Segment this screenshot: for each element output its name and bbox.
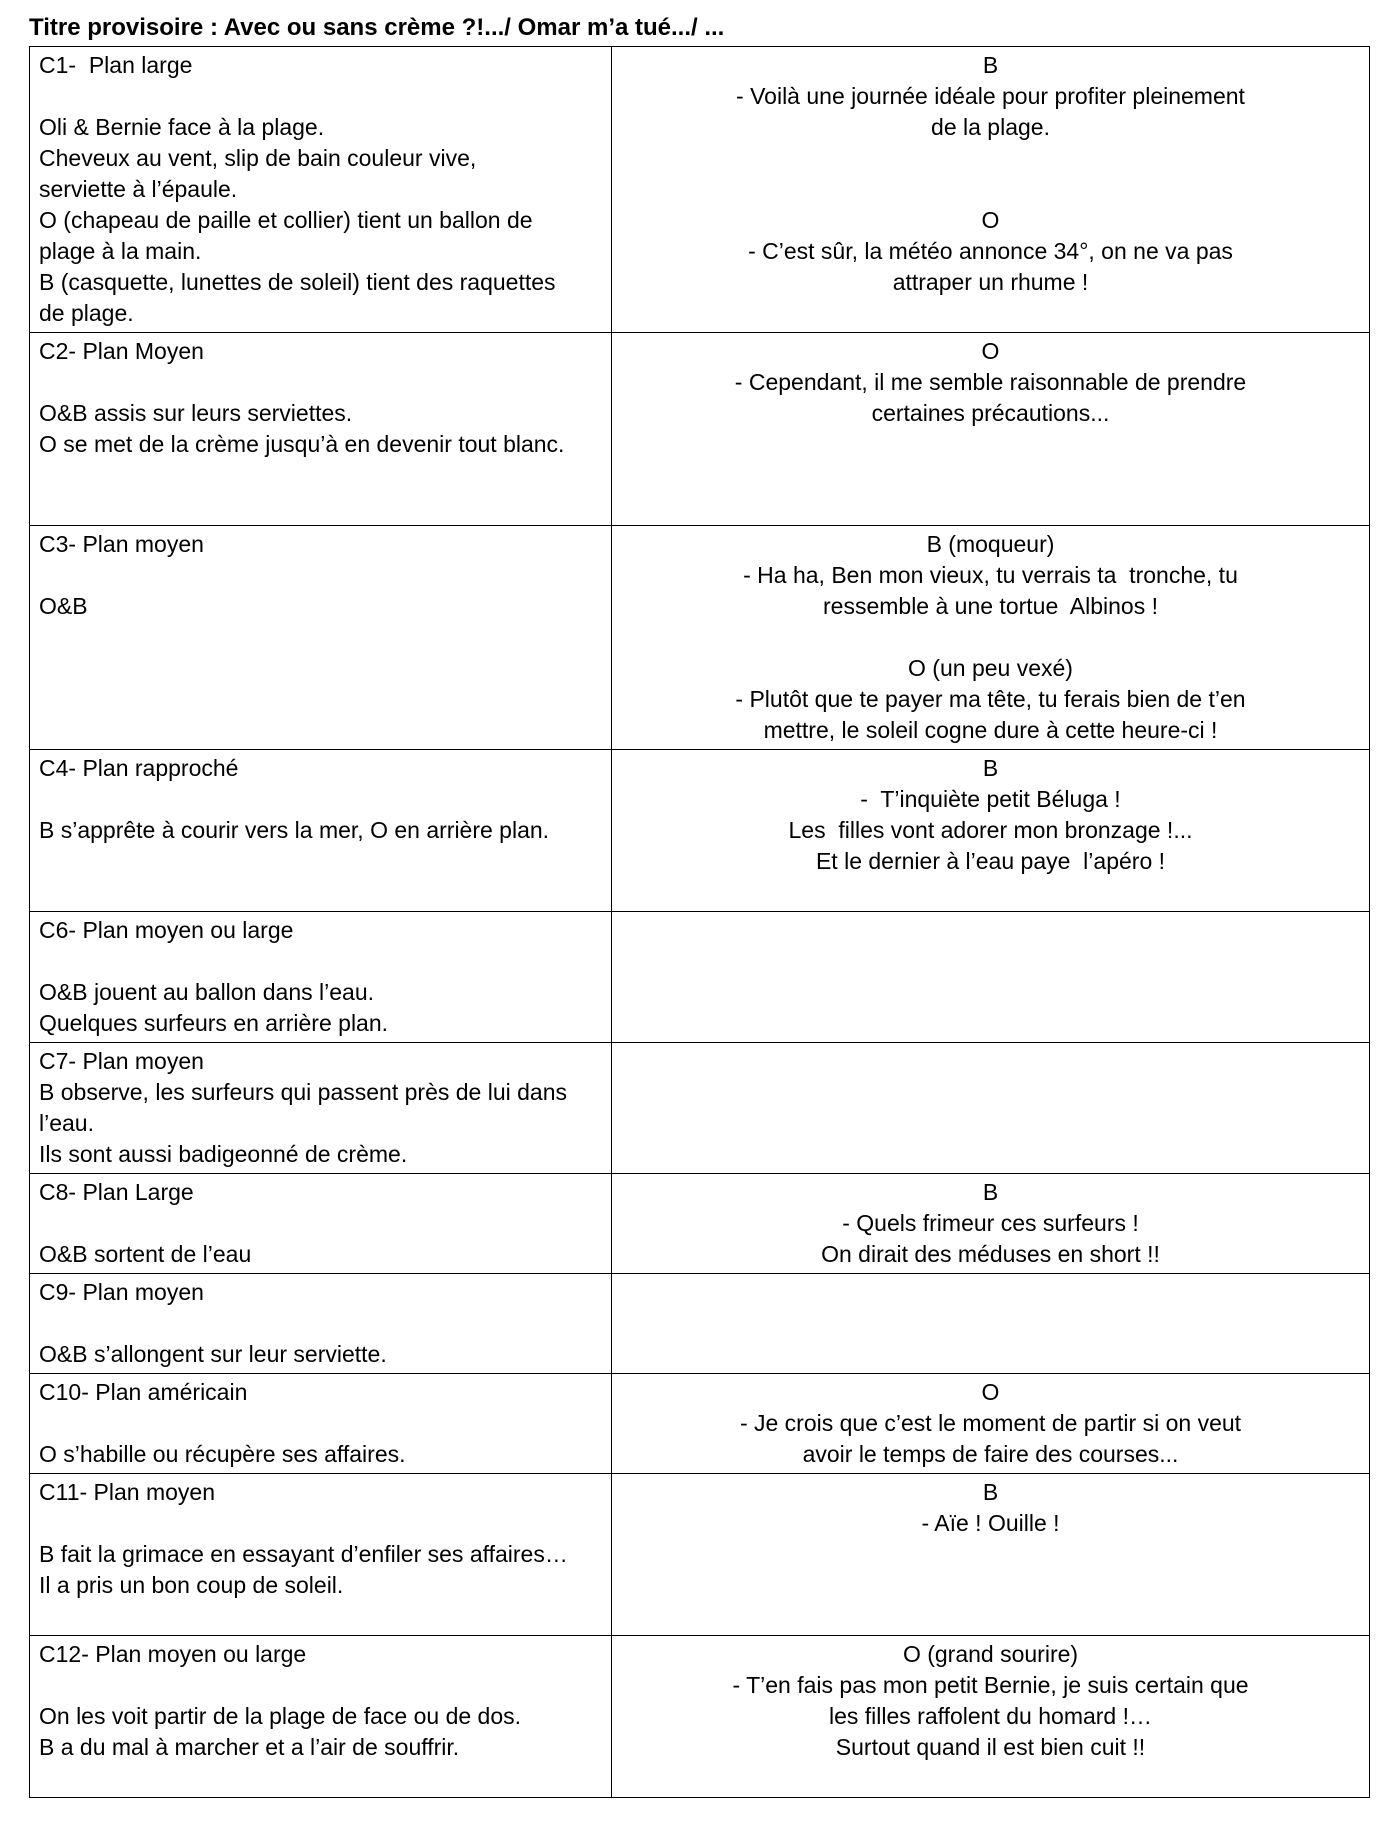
scene-c4-description-cell (30, 750, 612, 912)
description-line: O&B jouent au ballon dans l’eau. (39, 979, 375, 1005)
scene-c2-dialogue-cell (612, 333, 1370, 526)
description-line: Il a pris un bon coup de soleil. (39, 1572, 344, 1598)
dialogue-line: O (un peu vexé) (908, 655, 1073, 681)
scene-c8-description-cell (30, 1174, 612, 1274)
description-line: O se met de la crème jusqu’à en devenir tout blanc. (39, 431, 565, 457)
description-line: O&B s’allongent sur leur serviette. (39, 1341, 387, 1367)
description-line: C7- Plan moyen (39, 1048, 204, 1074)
dialogue-line: - Ha ha, Ben mon vieux, tu verrais ta tronche, tu (743, 562, 1238, 588)
document-title: Titre provisoire : Avec ou sans crème ?!.../ Omar m’a tué.../ ... (29, 14, 725, 41)
scene-c9-description-cell (30, 1274, 612, 1374)
dialogue-line: ressemble à une tortue Albinos ! (823, 593, 1158, 619)
dialogue-line: B (moqueur) (926, 531, 1055, 557)
dialogue-line: Et le dernier à l’eau paye l’apéro ! (815, 848, 1166, 874)
description-line: B observe, les surfeurs qui passent près de lui dans (39, 1079, 568, 1105)
scene-row-c7 (30, 1043, 1370, 1174)
scene-c7-description-cell (30, 1043, 612, 1174)
description-line: plage à la main. (39, 238, 202, 264)
dialogue-line: - Quels frimeur ces surfeurs ! (842, 1210, 1139, 1236)
description-line (39, 846, 602, 877)
description-line: B fait la grimace en essayant d’enfiler ses affaires… (39, 1541, 568, 1567)
description-line (39, 1208, 602, 1239)
description-line: On les voit partir de la plage de face ou de dos. (39, 1703, 522, 1729)
description-line: O (chapeau de paille et collier) tient un ballon de (39, 207, 533, 233)
dialogue-line: mettre, le soleil cogne dure à cette heure-ci ! (763, 717, 1218, 743)
description-line: C8- Plan Large (39, 1179, 194, 1205)
description-line: C11- Plan moyen (39, 1479, 215, 1505)
dialogue-line: O (981, 207, 1000, 233)
description-line: de plage. (39, 300, 134, 326)
description-line (39, 784, 602, 815)
scene-c1-description-cell (30, 47, 612, 333)
scene-c4-dialogue-cell (612, 750, 1370, 912)
dialogue-line: B (982, 1479, 999, 1505)
scene-c2-description-cell (30, 333, 612, 526)
description-line: C12- Plan moyen ou large (39, 1641, 307, 1667)
scene-row-c11 (30, 1474, 1370, 1636)
dialogue-line: O (981, 338, 1000, 364)
description-line (39, 946, 602, 977)
dialogue-line: certaines précautions... (871, 400, 1110, 426)
scene-row-c10 (30, 1374, 1370, 1474)
dialogue-line: attraper un rhume ! (892, 269, 1089, 295)
dialogue-line: - Cependant, il me semble raisonnable de prendre (734, 369, 1247, 395)
scene-c7-dialogue-cell (612, 1043, 1370, 1174)
scene-c6-description-cell (30, 912, 612, 1043)
scene-row-c3 (30, 526, 1370, 750)
description-line: C6- Plan moyen ou large (39, 917, 294, 943)
dialogue-line: Les filles vont adorer mon bronzage !... (788, 817, 1193, 843)
scene-c10-description-cell (30, 1374, 612, 1474)
scene-c1-dialogue-cell (612, 47, 1370, 333)
description-line: C4- Plan rapproché (39, 755, 239, 781)
scene-c12-description-cell (30, 1636, 612, 1798)
dialogue-line: - Voilà une journée idéale pour profiter pleinement (736, 83, 1245, 109)
dialogue-line: On dirait des méduses en short !! (821, 1241, 1160, 1267)
description-line: O s’habille ou récupère ses affaires. (39, 1441, 406, 1467)
description-line (39, 460, 602, 491)
scene-row-c6 (30, 912, 1370, 1043)
dialogue-line: O (981, 1379, 1000, 1405)
scene-row-c12 (30, 1636, 1370, 1798)
description-line: C10- Plan américain (39, 1379, 248, 1405)
dialogue-line: - Je crois que c’est le moment de partir si on veut (739, 1410, 1242, 1436)
dialogue-line: - T’en fais pas mon petit Bernie, je suis certain que (732, 1672, 1249, 1698)
description-line (39, 560, 602, 591)
description-line: serviette à l’épaule. (39, 176, 238, 202)
description-line (39, 81, 602, 112)
storyboard-table-body (30, 47, 1370, 1798)
dialogue-line (621, 174, 1360, 205)
dialogue-line: O (grand sourire) (902, 1641, 1079, 1667)
dialogue-line: - T’inquiète petit Béluga ! (860, 786, 1121, 812)
description-line: B (casquette, lunettes de soleil) tient des raquettes (39, 269, 556, 295)
scene-row-c1 (30, 47, 1370, 333)
description-line: Quelques surfeurs en arrière plan. (39, 1010, 389, 1036)
description-line: Ils sont aussi badigeonné de crème. (39, 1141, 408, 1167)
description-line: C3- Plan moyen (39, 531, 204, 557)
description-line: Oli & Bernie face à la plage. (39, 114, 325, 140)
scene-c10-dialogue-cell (612, 1374, 1370, 1474)
description-line (39, 1408, 602, 1439)
description-line: B a du mal à marcher et a l’air de souffrir. (39, 1734, 460, 1760)
dialogue-line: de la plage. (931, 114, 1050, 140)
scene-c6-dialogue-cell (612, 912, 1370, 1043)
dialogue-line (621, 1763, 1360, 1794)
description-line (39, 1508, 602, 1539)
dialogue-line: - Plutôt que te payer ma tête, tu ferais bien de t’en (735, 686, 1246, 712)
description-line (39, 1670, 602, 1701)
scene-row-c8 (30, 1174, 1370, 1274)
dialogue-line (621, 1046, 1360, 1077)
description-line: C2- Plan Moyen (39, 338, 204, 364)
dialogue-line: les filles raffolent du homard !… (828, 1703, 1152, 1729)
scene-row-c2 (30, 333, 1370, 526)
dialogue-line: B (982, 52, 999, 78)
scene-row-c9 (30, 1274, 1370, 1374)
scene-c12-dialogue-cell (612, 1636, 1370, 1798)
scene-c3-description-cell (30, 526, 612, 750)
dialogue-line (621, 143, 1360, 174)
scene-row-c4 (30, 750, 1370, 912)
dialogue-line (621, 1277, 1360, 1308)
description-line: l’eau. (39, 1110, 94, 1136)
scene-c3-dialogue-cell (612, 526, 1370, 750)
scene-c11-dialogue-cell (612, 1474, 1370, 1636)
description-line: O&B sortent de l’eau (39, 1241, 252, 1267)
dialogue-line (621, 622, 1360, 653)
dialogue-line: - Aïe ! Ouille ! (921, 1510, 1060, 1536)
dialogue-line: B (982, 755, 999, 781)
description-line (39, 367, 602, 398)
description-line: Cheveux au vent, slip de bain couleur vive, (39, 145, 477, 171)
description-line: C1- Plan large (39, 52, 193, 78)
dialogue-line: - C’est sûr, la météo annonce 34°, on ne va pas (748, 238, 1233, 264)
description-line: C9- Plan moyen (39, 1279, 204, 1305)
dialogue-line: avoir le temps de faire des courses... (802, 1441, 1179, 1467)
description-line (39, 1308, 602, 1339)
description-line (39, 1601, 602, 1632)
storyboard-table (29, 46, 1370, 1798)
description-line (39, 491, 602, 522)
description-line: O&B (39, 593, 88, 619)
description-line: O&B assis sur leurs serviettes. (39, 400, 353, 426)
dialogue-line: Surtout quand il est bien cuit !! (835, 1734, 1146, 1760)
scene-c8-dialogue-cell (612, 1174, 1370, 1274)
dialogue-line (621, 915, 1360, 946)
dialogue-line: B (982, 1179, 999, 1205)
dialogue-line (621, 877, 1360, 908)
scene-c11-description-cell (30, 1474, 612, 1636)
description-line: B s’apprête à courir vers la mer, O en arrière plan. (39, 817, 550, 843)
scene-c9-dialogue-cell (612, 1274, 1370, 1374)
